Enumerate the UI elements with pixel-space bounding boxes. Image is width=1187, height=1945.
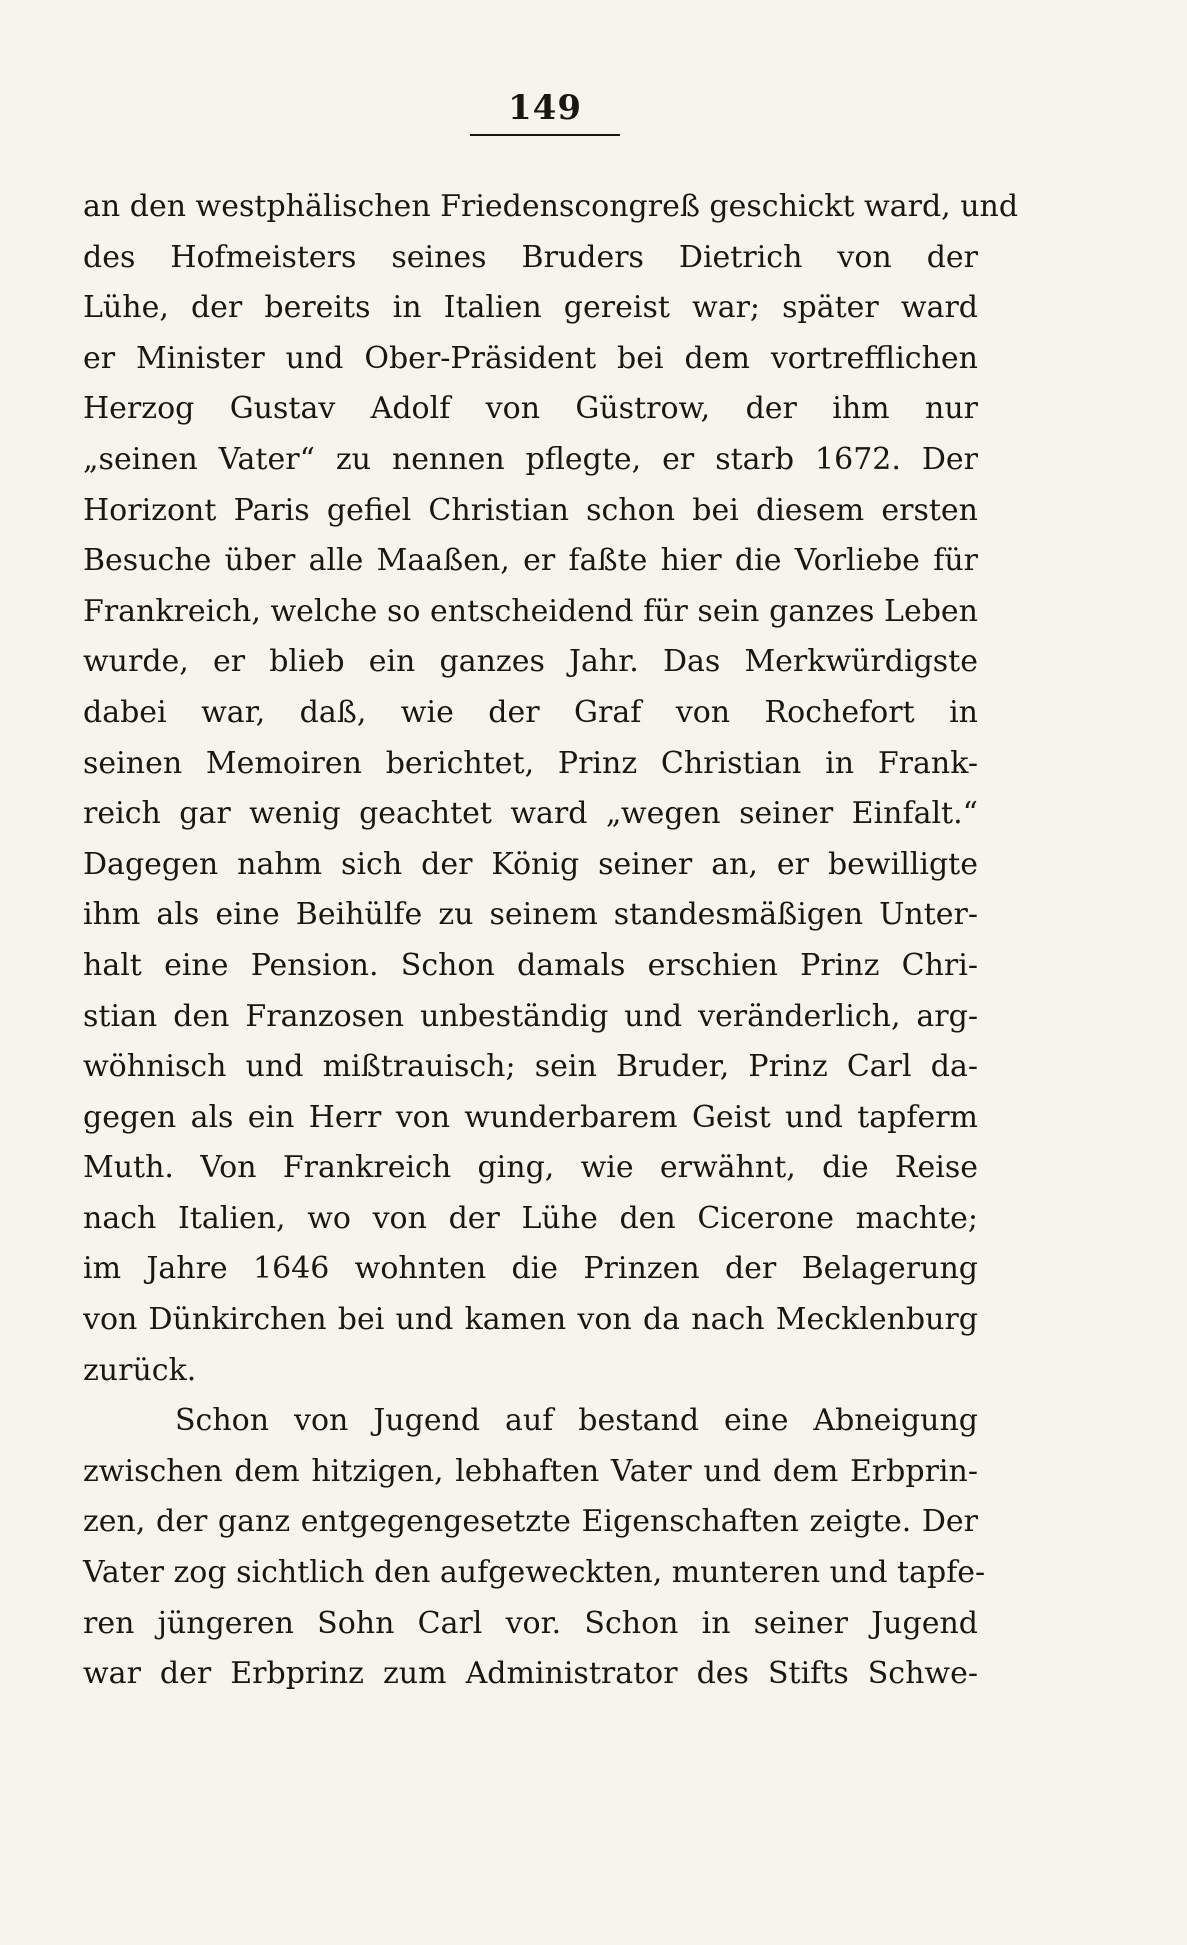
text-line: war der Erbprinz zum Administrator des Stifts Schwe- (83, 1656, 978, 1692)
text-line: Schon von Jugend auf bestand eine Abneigung (175, 1403, 978, 1439)
paragraph-1 (83, 182, 1019, 1396)
text-line: Dagegen nahm sich der König seiner an, er bewilligte (83, 846, 978, 882)
text-line: nach Italien, wo von der Lühe den Cicerone machte; (83, 1200, 978, 1236)
text-line: seinen Memoiren berichtet, Prinz Christian in Frank- (83, 745, 978, 781)
text-line: halt eine Pension. Schon damals erschien Prinz Chri- (83, 947, 978, 983)
text-line: Lühe, der bereits in Italien gereist war; später ward (83, 290, 978, 326)
page-number: 149 (508, 88, 582, 128)
text-line: reich gar wenig geachtet ward „wegen seiner Einfalt.“ (83, 796, 978, 832)
text-line: im Jahre 1646 wohnten die Prinzen der Belagerung (83, 1251, 978, 1287)
text-line: ren jüngeren Sohn Carl vor. Schon in seiner Jugend (83, 1605, 978, 1641)
text-line: des Hofmeisters seines Bruders Dietrich von der (83, 239, 978, 275)
text-line: er Minister und Ober-Präsident bei dem vortrefflichen (83, 340, 978, 376)
text-line: zwischen dem hitzigen, lebhaften Vater und dem Erbprin- (83, 1453, 978, 1489)
text-line: von Dünkirchen bei und kamen von da nach Mecklenburg (83, 1302, 978, 1338)
header-rule (470, 134, 620, 136)
text-line: dabei war, daß, wie der Graf von Rochefort in (83, 694, 978, 730)
text-line: Horizont Paris gefiel Christian schon bei diesem ersten (83, 492, 978, 528)
text-line: ihm als eine Beihülfe zu seinem standesmäßigen Unter- (83, 897, 978, 933)
text-line: wurde, er blieb ein ganzes Jahr. Das Merkwürdigste (83, 644, 978, 680)
text-line: Herzog Gustav Adolf von Güstrow, der ihm nur (83, 391, 978, 427)
text-line: zen, der ganz entgegengesetzte Eigenschaften zeigte. Der (83, 1504, 978, 1540)
text-line: Vater zog sichtlich den aufgeweckten, munteren und tapfe- (83, 1555, 986, 1591)
body-text (83, 182, 1019, 1700)
text-line: gegen als ein Herr von wunderbarem Geist und tapferm (83, 1099, 978, 1135)
text-line: Frankreich, welche so entscheidend für sein ganzes Leben (83, 593, 978, 629)
text-line: an den westphälischen Friedenscongreß geschickt ward, und (83, 189, 1019, 224)
text-line: Muth. Von Frankreich ging, wie erwähnt, die Reise (83, 1150, 978, 1186)
paragraph-2 (83, 1396, 986, 1700)
text-line: Besuche über alle Maaßen, er faßte hier die Vorliebe für (83, 543, 978, 579)
text-line: stian den Franzosen unbeständig und veränderlich, arg- (83, 998, 978, 1034)
text-line: „seinen Vater“ zu nennen pflegte, er starb 1672. Der (83, 441, 978, 477)
text-line: wöhnisch und mißtrauisch; sein Bruder, Prinz Carl da- (83, 1049, 978, 1085)
text-line: zurück. (83, 1352, 197, 1388)
